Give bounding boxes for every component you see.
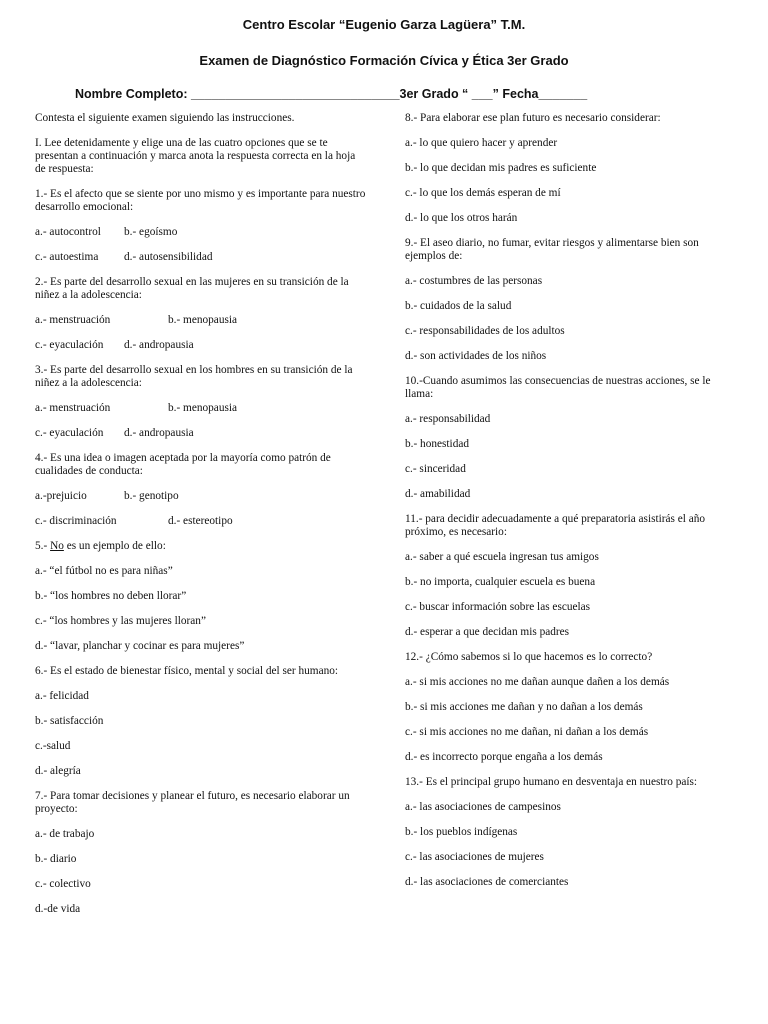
option-row (35, 314, 367, 327)
option-c: c.- autoestima (35, 251, 99, 263)
option-c: c.- responsabilidades de los adultos (405, 325, 565, 337)
option-d: d.- esperar a que decidan mis padres (405, 626, 570, 638)
option-b: b.- egoísmo (124, 226, 178, 238)
option-c: c.- si mis acciones no me dañan, ni dañan a los demás (405, 726, 649, 738)
option-c: c.- eyaculación (35, 427, 104, 439)
question-7 (35, 790, 367, 916)
question-4 (35, 452, 367, 528)
option-d: d.- “lavar, planchar y cocinar es para mujeres” (35, 640, 245, 652)
option-row (35, 427, 367, 440)
option-a: a.- si mis acciones no me dañan aunque dañen a los demás (405, 676, 670, 688)
option-row (35, 226, 367, 239)
question-text: 3.- Es parte del desarrollo sexual en los hombres en su transición de la niñez a la adolescencia: (35, 364, 353, 389)
right-column (405, 112, 740, 901)
option-d: d.- es incorrecto porque engaña a los demás (405, 751, 603, 763)
option-a: a.- las asociaciones de campesinos (405, 801, 561, 813)
option-b: b.- “los hombres no deben llorar” (35, 590, 187, 602)
option-b: b.- los pueblos indígenas (405, 826, 518, 838)
option-a: a.- saber a qué escuela ingresan tus amigos (405, 551, 599, 563)
question-11 (405, 513, 740, 639)
option-d: d.- alegría (35, 765, 81, 777)
option-row (35, 251, 367, 264)
option-d: d.- andropausia (124, 427, 194, 439)
option-row (35, 490, 367, 503)
question-text: 11.- para decidir adecuadamente a qué preparatoria asistirás el año próximo, es necesario: (405, 513, 706, 538)
question-text: 9.- El aseo diario, no fumar, evitar riesgos y alimentarse bien son ejemplos de: (405, 237, 699, 262)
question-10 (405, 375, 740, 501)
option-b: b.- si mis acciones me dañan y no dañan a los demás (405, 701, 643, 713)
option-a: a.- menstruación (35, 314, 111, 326)
question-1 (35, 188, 367, 264)
option-a: a.- autocontrol (35, 226, 101, 238)
school-title: Centro Escolar “Eugenio Garza Lagüera” T.M. (242, 17, 526, 32)
option-c: c.-salud (35, 740, 71, 752)
option-c: c.- buscar información sobre las escuelas (405, 601, 591, 613)
question-9 (405, 237, 740, 363)
question-text: 10.-Cuando asumimos las consecuencias de nuestras acciones, se le llama: (405, 375, 711, 400)
option-row (35, 402, 367, 415)
question-text (35, 540, 367, 553)
option-a: a.- de trabajo (35, 828, 95, 840)
option-b: b.- lo que decidan mis padres es suficiente (405, 162, 597, 174)
option-b: b.- diario (35, 853, 77, 865)
option-row (35, 339, 367, 352)
option-b: b.- genotipo (124, 490, 179, 502)
option-d: d.- son actividades de los niños (405, 350, 547, 362)
option-a: a.- costumbres de las personas (405, 275, 543, 287)
option-a: a.- felicidad (35, 690, 89, 702)
option-b: b.- menopausia (168, 314, 238, 326)
question-2 (35, 276, 367, 352)
question-6 (35, 665, 367, 778)
question-text: 2.- Es parte del desarrollo sexual en las mujeres en su transición de la niñez a la adolescencia: (35, 276, 349, 301)
question-8 (405, 112, 740, 225)
left-column (35, 112, 367, 928)
name-grade-date-line: Nombre Completo: ______________________________3er Grado “ ___” Fecha_______ (75, 87, 588, 101)
exam-title: Examen de Diagnóstico Formación Cívica y Ética 3er Grado (199, 53, 569, 68)
option-c: c.- colectivo (35, 878, 91, 890)
option-d: d.- las asociaciones de comerciantes (405, 876, 569, 888)
question-number: 5.- (35, 540, 51, 552)
option-a: a.- lo que quiero hacer y aprender (405, 137, 558, 149)
option-b: b.- honestidad (405, 438, 470, 450)
question-text: 8.- Para elaborar ese plan futuro es necesario considerar: (405, 112, 661, 124)
question-13 (405, 776, 740, 889)
option-b: b.- satisfacción (35, 715, 104, 727)
option-a: a.- menstruación (35, 402, 111, 414)
option-a: a.- responsabilidad (405, 413, 491, 425)
instructions: Contesta el siguiente examen siguiendo las instrucciones. (35, 112, 295, 124)
question-12 (405, 651, 740, 764)
section-instructions: I. Lee detenidamente y elige una de las cuatro opciones que se te presentan a continuación y marca anota la respuesta correcta en la hoja de respuesta: (35, 137, 356, 175)
option-a: a.- “el fútbol no es para niñas” (35, 565, 173, 577)
option-c: c.- las asociaciones de mujeres (405, 851, 544, 863)
question-rest: es un ejemplo de ello: (63, 540, 166, 552)
question-text: 6.- Es el estado de bienestar físico, mental y social del ser humano: (35, 665, 339, 677)
question-text: 7.- Para tomar decisiones y planear el futuro, es necesario elaborar un proyecto: (35, 790, 350, 815)
option-b: b.- no importa, cualquier escuela es buena (405, 576, 596, 588)
question-3 (35, 364, 367, 440)
option-c: c.- discriminación (35, 515, 117, 527)
option-d: d.- estereotipo (168, 515, 233, 527)
option-b: b.- cuidados de la salud (405, 300, 512, 312)
option-d: d.-de vida (35, 903, 81, 915)
option-d: d.- autosensibilidad (124, 251, 213, 263)
option-c: c.- eyaculación (35, 339, 104, 351)
option-c: c.- “los hombres y las mujeres lloran” (35, 615, 206, 627)
option-row (35, 515, 367, 528)
question-text: 12.- ¿Cómo sabemos si lo que hacemos es lo correcto? (405, 651, 653, 663)
question-text: 13.- Es el principal grupo humano en desventaja en nuestro país: (405, 776, 698, 788)
option-c: c.- lo que los demás esperan de mí (405, 187, 561, 199)
underlined-word: No (50, 540, 64, 552)
option-a: a.-prejuicio (35, 490, 87, 502)
option-d: d.- andropausia (124, 339, 194, 351)
question-text: 1.- Es el afecto que se siente por uno mismo y es importante para nuestro desarrollo emocional: (35, 188, 366, 213)
option-d: d.- amabilidad (405, 488, 471, 500)
option-c: c.- sinceridad (405, 463, 466, 475)
option-d: d.- lo que los otros harán (405, 212, 518, 224)
question-5 (35, 540, 367, 653)
question-text: 4.- Es una idea o imagen aceptada por la mayoría como patrón de cualidades de conducta: (35, 452, 331, 477)
option-b: b.- menopausia (168, 402, 238, 414)
